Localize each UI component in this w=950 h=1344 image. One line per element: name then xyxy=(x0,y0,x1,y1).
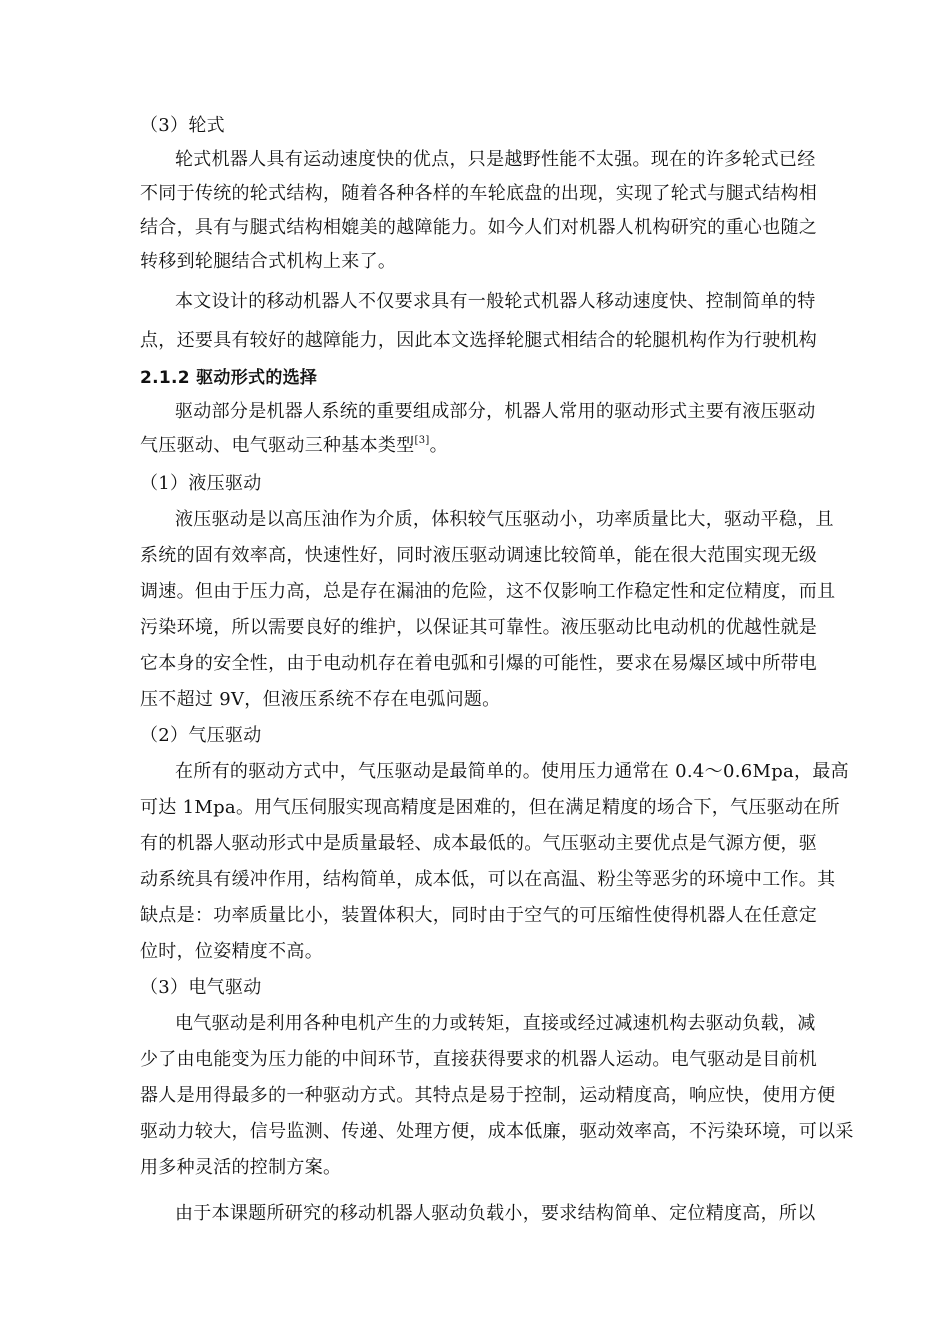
paragraph-line: 压不超过 9V，但液压系统不存在电弧问题。 xyxy=(140,689,501,710)
paragraph-line: 电气驱动是利用各种电机产生的力或转矩，直接或经过减速机构去驱动负载，减 xyxy=(175,1013,816,1034)
paragraph-line: 有的机器人驱动形式中是质量最轻、成本最低的。气压驱动主要优点是气源方便，驱 xyxy=(140,833,818,854)
paragraph-line: 本文设计的移动机器人不仅要求具有一般轮式机器人移动速度快、控制简单的特 xyxy=(175,291,816,312)
subheading-pneumatic: （2）气压驱动 xyxy=(140,725,262,746)
paragraph-line: 可达 1Mpa。用气压伺服实现高精度是困难的，但在满足精度的场合下，气压驱动在所 xyxy=(140,797,840,818)
paragraph-line: 它本身的安全性，由于电动机存在着电弧和引爆的可能性，要求在易爆区域中所带电 xyxy=(140,653,818,674)
paragraph-line: 驱动部分是机器人系统的重要组成部分，机器人常用的驱动形式主要有液压驱动 xyxy=(175,401,816,422)
paragraph-line: 在所有的驱动方式中，气压驱动是最简单的。使用压力通常在 0.4～0.6Mpa，最高 xyxy=(175,761,849,782)
paragraph-line: 气压驱动、电气驱动三种基本类型[3]。 xyxy=(140,435,448,456)
paragraph-line: 结合，具有与腿式结构相媲美的越障能力。如今人们对机器人机构研究的重心也随之 xyxy=(140,217,818,238)
paragraph-line: 调速。但由于压力高，总是存在漏油的危险，这不仅影响工作稳定性和定位精度，而且 xyxy=(140,581,836,602)
paragraph-line: 驱动力较大，信号监测、传递、处理方便，成本低廉，驱动效率高，不污染环境，可以采 xyxy=(140,1121,854,1142)
paragraph-line: 用多种灵活的控制方案。 xyxy=(140,1157,342,1178)
paragraph-line: 系统的固有效率高，快速性好，同时液压驱动调速比较简单，能在很大范围实现无级 xyxy=(140,545,818,566)
subheading-electric: （3）电气驱动 xyxy=(140,977,262,998)
paragraph-line: 由于本课题所研究的移动机器人驱动负载小，要求结构简单、定位精度高，所以 xyxy=(175,1203,816,1224)
paragraph-line: 少了由电能变为压力能的中间环节，直接获得要求的机器人运动。电气驱动是目前机 xyxy=(140,1049,818,1070)
paragraph-line: 不同于传统的轮式结构，随着各种各样的车轮底盘的出现，实现了轮式与腿式结构相 xyxy=(140,183,818,204)
subheading-hydraulic: （1）液压驱动 xyxy=(140,473,262,494)
paragraph-line: 位时，位姿精度不高。 xyxy=(140,941,323,962)
paragraph-line: 转移到轮腿结合式机构上来了。 xyxy=(140,251,397,272)
paragraph-line: 器人是用得最多的一种驱动方式。其特点是易于控制，运动精度高，响应快，使用方便 xyxy=(140,1085,836,1106)
paragraph-line: 轮式机器人具有运动速度快的优点，只是越野性能不太强。现在的许多轮式已经 xyxy=(175,149,816,170)
paragraph-line: 污染环境，所以需要良好的维护，以保证其可靠性。液压驱动比电动机的优越性就是 xyxy=(140,617,818,638)
subheading-wheeled: （3）轮式 xyxy=(140,115,225,136)
paragraph-line: 液压驱动是以高压油作为介质，体积较气压驱动小，功率质量比大，驱动平稳，且 xyxy=(175,509,834,530)
paragraph-line: 点，还要具有较好的越障能力，因此本文选择轮腿式相结合的轮腿机构作为行驶机构 xyxy=(140,330,818,351)
section-heading: 2.1.2 驱动形式的选择 xyxy=(140,368,318,388)
paragraph-line: 动系统具有缓冲作用，结构简单，成本低，可以在高温、粉尘等恶劣的环境中工作。其 xyxy=(140,869,836,890)
citation-ref[interactable]: [3] xyxy=(414,435,430,446)
paragraph-line: 缺点是：功率质量比小，装置体积大，同时由于空气的可压缩性使得机器人在任意定 xyxy=(140,905,818,926)
